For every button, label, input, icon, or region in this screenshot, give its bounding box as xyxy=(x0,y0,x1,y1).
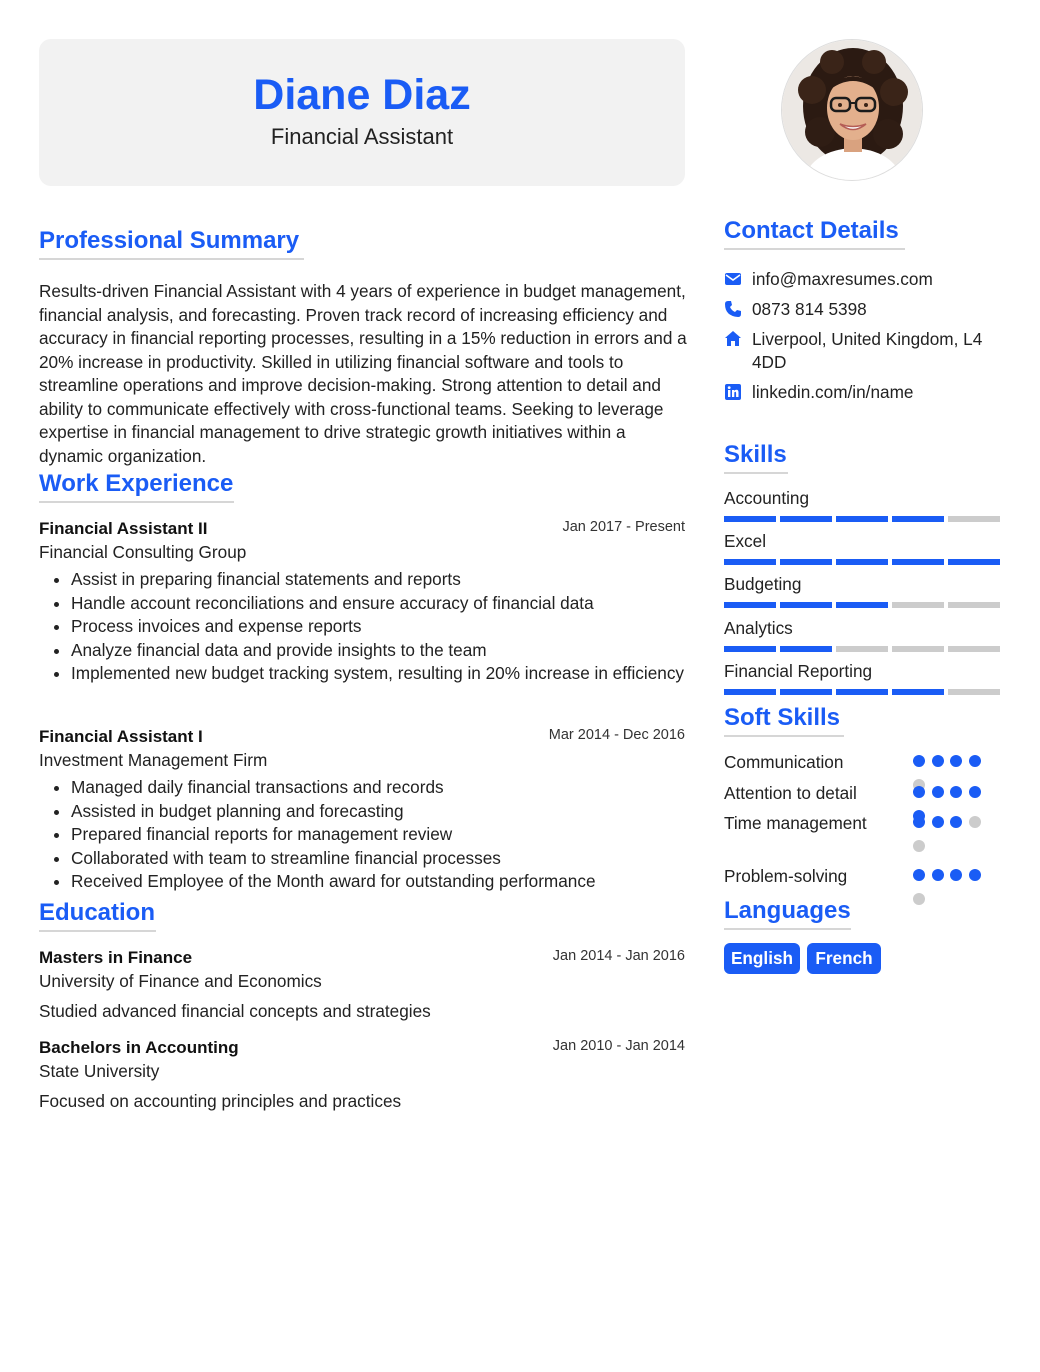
header-card xyxy=(39,39,685,186)
skill-name: Excel xyxy=(724,531,767,551)
job-bullets xyxy=(39,568,685,686)
school: State University xyxy=(39,1061,160,1081)
section-title-experience xyxy=(39,469,233,499)
skill-level-bar xyxy=(724,646,1000,652)
skill-segment-empty xyxy=(948,646,1000,652)
contact-location-text: Liverpool, United Kingdom, L4 4DD xyxy=(752,329,983,372)
skill-segment-filled xyxy=(724,516,776,522)
job-title: Financial Assistant I xyxy=(39,727,203,746)
rating-dot-filled xyxy=(913,755,925,767)
skill-item xyxy=(724,530,1000,565)
rating-dot-empty xyxy=(913,893,925,905)
job-company: Financial Consulting Group xyxy=(39,542,247,562)
job-bullet: • Handle account reconciliations and ensure accuracy of financial data xyxy=(71,592,685,616)
skill-segment-filled xyxy=(780,559,832,565)
rating-dot-filled xyxy=(932,869,944,881)
skill-segment-filled xyxy=(836,559,888,565)
education-entry xyxy=(39,1036,685,1113)
skill-level-bar xyxy=(724,602,1000,608)
skill-name: Analytics xyxy=(724,618,793,638)
section-underline xyxy=(39,258,304,260)
section-underline xyxy=(39,501,234,503)
degree: Masters in Finance xyxy=(39,948,193,967)
profile-photo xyxy=(781,39,923,181)
home-icon xyxy=(724,330,742,348)
rating-dot-empty xyxy=(913,840,925,852)
section-title-experience-text: Work Experience xyxy=(39,470,234,497)
summary-text: Results-driven Financial Assistant with 4 years of experience in budget management, financial analysis, and forecasting. Proven track record of increasing efficiency and accuracy in financial reporting processes, resulting in a 15% reduction in errors and a 20% increase in productivity. Skilled in utilizing financial software and tools to streamline operations and improve decision-making. Strong attention to detail and ability to communicate effectively with cross-functional teams. Seeking to leverage expertise in financial management to drive strategic growth initiatives within a dynamic organization. xyxy=(39,281,687,466)
rating-dot-filled xyxy=(950,755,962,767)
skill-segment-filled xyxy=(836,689,888,695)
skill-segment-filled xyxy=(724,602,776,608)
skill-segment-filled xyxy=(892,516,944,522)
job-bullet: • Managed daily financial transactions and records xyxy=(71,776,685,800)
skill-name: Accounting xyxy=(724,488,810,508)
skill-level-bar xyxy=(724,516,1000,522)
linkedin-icon xyxy=(724,383,742,401)
skill-segment-filled xyxy=(836,602,888,608)
soft-skill-name: Time management xyxy=(724,813,867,833)
education-entry xyxy=(39,946,685,1023)
section-title-languages xyxy=(724,896,851,926)
rating-dot-empty xyxy=(969,816,981,828)
skill-segment-filled xyxy=(780,516,832,522)
school: University of Finance and Economics xyxy=(39,971,322,991)
contact-email[interactable] xyxy=(724,268,1004,291)
job-bullet: • Assisted in budget planning and forecasting xyxy=(71,800,685,824)
skill-segment-empty xyxy=(948,516,1000,522)
soft-skill-name: Problem-solving xyxy=(724,866,848,886)
rating-dot-filled xyxy=(932,816,944,828)
education-dates: Jan 2010 - Jan 2014 xyxy=(552,1038,685,1054)
job-bullets xyxy=(39,776,685,894)
section-title-summary-text: Professional Summary xyxy=(39,227,300,254)
section-underline xyxy=(724,928,851,930)
phone-icon xyxy=(724,300,742,318)
skill-segment-filled xyxy=(780,602,832,608)
section-underline xyxy=(724,735,844,737)
skill-segment-empty xyxy=(948,602,1000,608)
degree: Bachelors in Accounting xyxy=(39,1038,239,1057)
section-title-soft-skills-text: Soft Skills xyxy=(724,704,841,731)
rating-dot-filled xyxy=(932,786,944,798)
skill-segment-filled xyxy=(780,689,832,695)
skill-level-bar xyxy=(724,689,1000,695)
rating-dot-filled xyxy=(969,786,981,798)
rating-dot-filled xyxy=(913,816,925,828)
section-title-languages-text: Languages xyxy=(724,897,851,924)
contact-linkedin[interactable] xyxy=(724,381,1004,404)
section-underline xyxy=(39,930,156,932)
skill-name: Budgeting xyxy=(724,574,802,594)
contact-location xyxy=(724,328,1004,374)
job-bullet: • Process invoices and expense reports xyxy=(71,615,685,639)
job-dates: Jan 2017 - Present xyxy=(562,519,685,535)
contact-phone-text: 0873 814 5398 xyxy=(752,299,867,319)
skill-segment-filled xyxy=(724,689,776,695)
section-underline xyxy=(724,248,905,250)
job-company: Investment Management Firm xyxy=(39,750,268,770)
section-title-skills xyxy=(724,440,787,470)
skill-name: Financial Reporting xyxy=(724,661,873,681)
rating-dot-filled xyxy=(950,816,962,828)
rating-dot-filled xyxy=(932,755,944,767)
job-dates: Mar 2014 - Dec 2016 xyxy=(548,727,685,743)
contact-phone[interactable] xyxy=(724,298,1004,321)
education-dates: Jan 2014 - Jan 2016 xyxy=(552,948,685,964)
section-title-contact-text: Contact Details xyxy=(724,217,899,244)
candidate-name: Diane Diaz xyxy=(253,71,471,119)
job-bullet: • Collaborated with team to streamline financial processes xyxy=(71,847,685,871)
job-entry xyxy=(39,517,685,686)
skill-item xyxy=(724,617,1000,652)
skill-segment-empty xyxy=(892,602,944,608)
language-badge: English xyxy=(724,943,800,974)
language-badge: French xyxy=(807,943,881,974)
candidate-title: Financial Assistant xyxy=(270,124,454,149)
skill-segment-empty xyxy=(836,646,888,652)
section-title-contact xyxy=(724,216,899,246)
section-title-summary xyxy=(39,226,299,256)
skill-item xyxy=(724,660,1000,695)
rating-dot-filled xyxy=(969,755,981,767)
soft-skill-name: Communication xyxy=(724,752,844,772)
section-title-soft-skills xyxy=(724,703,840,733)
job-title: Financial Assistant II xyxy=(39,519,208,538)
skill-item xyxy=(724,487,1000,522)
skill-segment-filled xyxy=(948,559,1000,565)
skill-segment-filled xyxy=(836,516,888,522)
skill-segment-empty xyxy=(892,646,944,652)
contact-linkedin-text: linkedin.com/in/name xyxy=(752,382,914,402)
skill-segment-filled xyxy=(724,559,776,565)
skill-segment-filled xyxy=(780,646,832,652)
section-title-education xyxy=(39,898,155,928)
section-underline xyxy=(724,472,788,474)
skill-segment-filled xyxy=(892,689,944,695)
rating-dot-filled xyxy=(969,869,981,881)
skill-level-bar xyxy=(724,559,1000,565)
job-bullet: • Received Employee of the Month award for outstanding performance xyxy=(71,870,685,894)
section-title-education-text: Education xyxy=(39,899,156,926)
skill-segment-empty xyxy=(948,689,1000,695)
job-bullet: • Implemented new budget tracking system, resulting in 20% increase in efficiency xyxy=(71,662,685,686)
rating-dot-filled xyxy=(950,869,962,881)
skill-segment-filled xyxy=(724,646,776,652)
job-bullet: • Analyze financial data and provide insights to the team xyxy=(71,639,685,663)
skill-segment-filled xyxy=(892,559,944,565)
education-description: Focused on accounting principles and practices xyxy=(39,1091,402,1111)
job-bullet: • Assist in preparing financial statements and reports xyxy=(71,568,685,592)
rating-dot-filled xyxy=(913,869,925,881)
skill-item xyxy=(724,573,1000,608)
soft-skill-name: Attention to detail xyxy=(724,783,857,803)
rating-dot-filled xyxy=(913,786,925,798)
envelope-icon xyxy=(724,270,742,288)
section-title-skills-text: Skills xyxy=(724,441,787,468)
education-description: Studied advanced financial concepts and strategies xyxy=(39,1001,431,1021)
job-entry xyxy=(39,725,685,894)
job-bullet: • Prepared financial reports for management review xyxy=(71,823,685,847)
contact-email-text: info@maxresumes.com xyxy=(752,269,933,289)
rating-dot-filled xyxy=(950,786,962,798)
